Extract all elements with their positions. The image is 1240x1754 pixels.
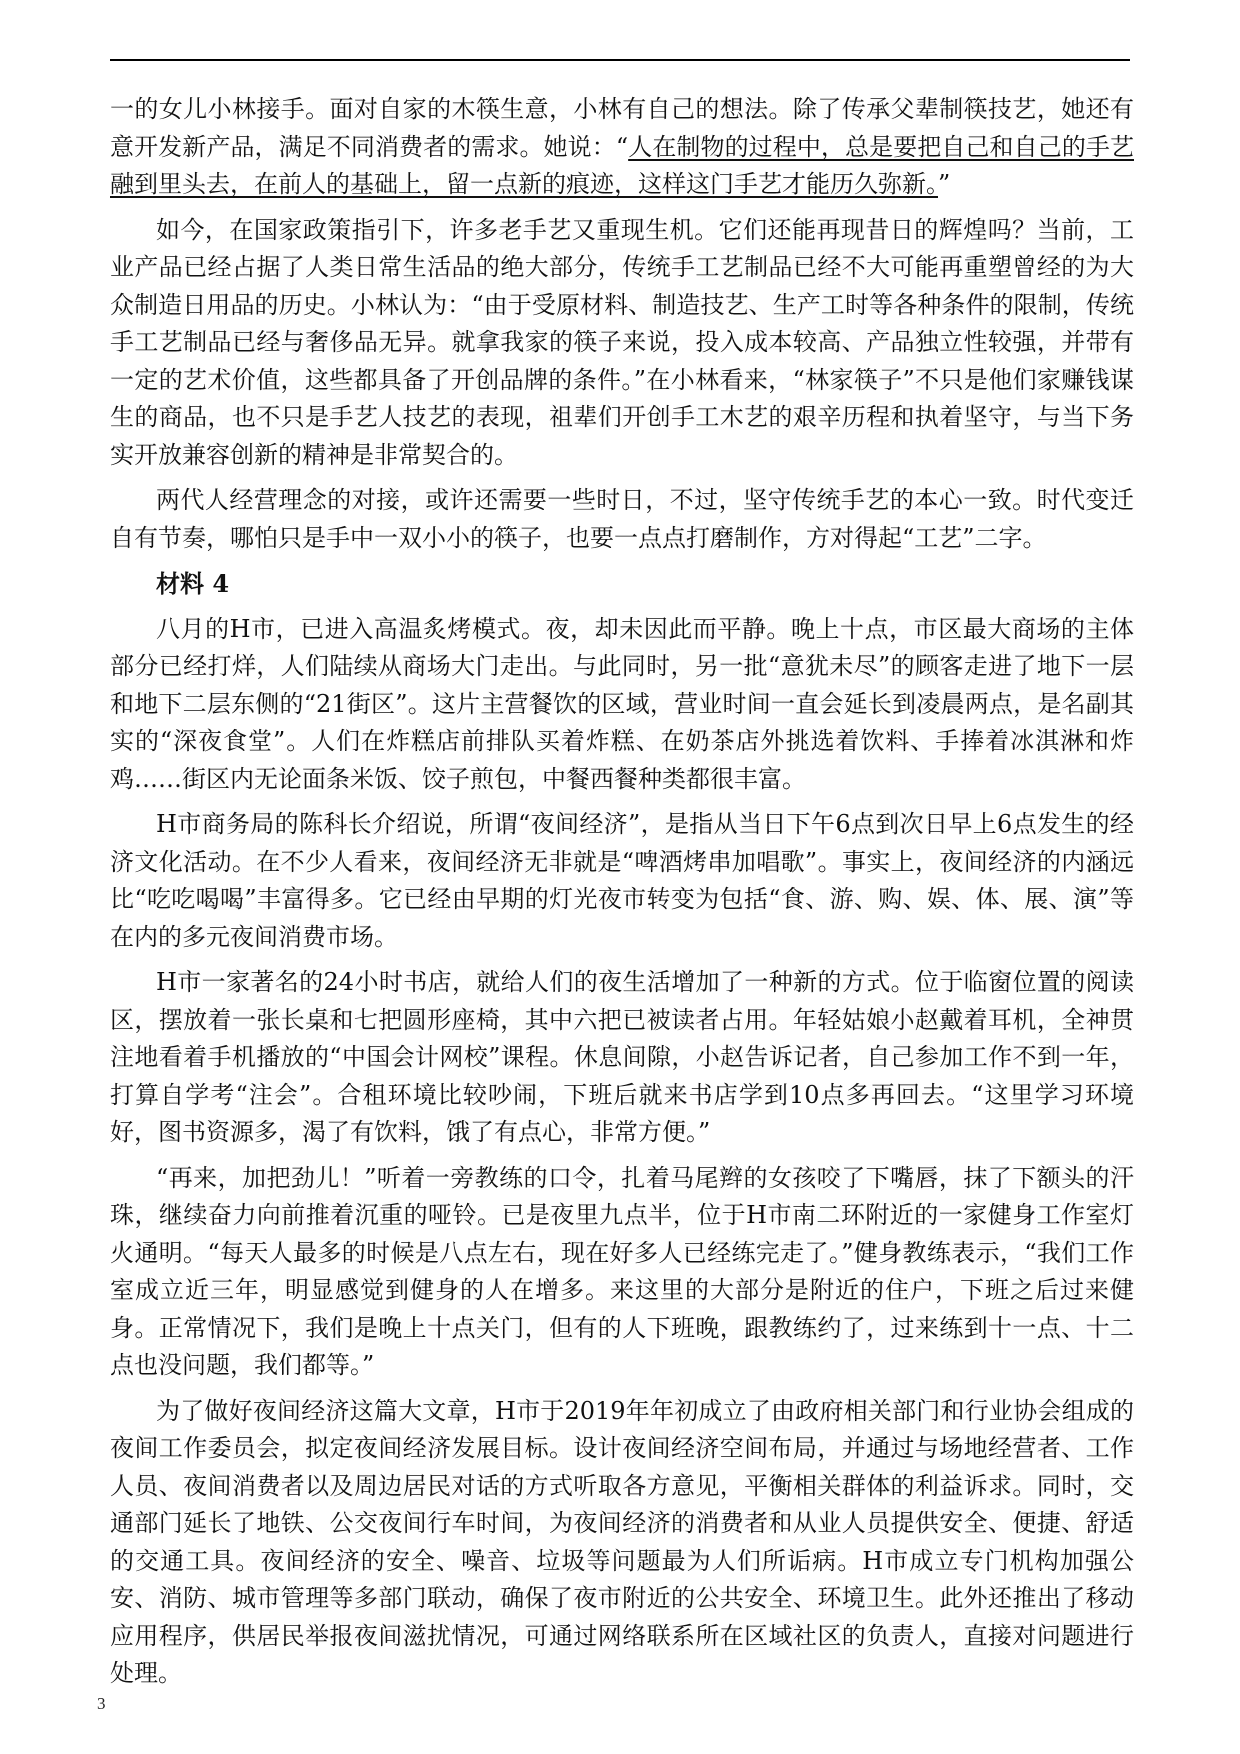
document-body [110, 91, 1134, 1701]
paragraph: 为了做好夜间经济这篇大文章，H市于2019年年初成立了由政府相关部门和行业协会组成的夜间工作委员会，拟定夜间经济发展目标。设计夜间经济空间布局，并通过与场地经营者、工作人员、夜间消费者以及周边居民对话的方式听取各方意见，平衡相关群体的利益诉求。同时，交通部门延长了地铁、公交夜间行车时间，为夜间经济的消费者和从业人员提供安全、便捷、舒适的交通工具。夜间经济的安全、噪音、垃圾等问题最为人们所诟病。H市成立专门机构加强公安、消防、城市管理等多部门联动，确保了夜市附近的公共安全、环境卫生。此外还推出了移动应用程序，供居民举报夜间滋扰情况，可通过网络联系所在区域社区的负责人，直接对问题进行处理。 [110, 1396, 1134, 1687]
paragraph: “再来，加把劲儿！”听着一旁教练的口令，扎着马尾辫的女孩咬了下嘴唇，抹了下额头的汗珠，继续奋力向前推着沉重的哑铃。已是夜里九点半，位于H市南二环附近的一家健身工作室灯火通明。“每天人最多的时候是八点左右，现在好多人已经练完走了。”健身教练表示，“我们工作室成立近三年，明显感觉到健身的人在增多。来这里的大部分是附近的住户，下班之后过来健身。正常情况下，我们是晚上十点关门，但有的人下班晚，跟教练约了，过来练到十一点、十二点也没问题，我们都等。” [110, 1163, 1134, 1379]
section-heading: 材料 4 [156, 569, 230, 598]
paragraph-continued [110, 91, 1134, 204]
page-number: 3 [97, 1694, 106, 1713]
paragraph: 两代人经营理念的对接，或许还需要一些时日，不过，坚守传统手艺的本心一致。时代变迁自有节奏，哪怕只是手中一双小小的筷子，也要一点点打磨制作，方对得起“工艺”二字。 [110, 486, 1134, 552]
paragraph: 八月的H市，已进入高温炙烤模式。夜，却未因此而平静。晚上十点，市区最大商场的主体部分已经打烊，人们陆续从商场大门走出。与此同时，另一批“意犹未尽”的顾客走进了地下一层和地下二层东侧的“21街区”。这片主营餐饮的区域，营业时间一直会延长到凌晨两点，是名副其实的“深夜食堂”。人们在炸糕店前排队买着炸糕、在奶茶店外挑选着饮料、手捧着冰淇淋和炸鸡……街区内无论面条米饭、饺子煎包，中餐西餐种类都很丰富。 [110, 614, 1134, 793]
paragraph: H市一家著名的24小时书店，就给人们的夜生活增加了一种新的方式。位于临窗位置的阅读区，摆放着一张长桌和七把圆形座椅，其中六把已被读者占用。年轻姑娘小赵戴着耳机，全神贯注地看着手机播放的“中国会计网校”课程。休息间隙，小赵告诉记者，自己参加工作不到一年，打算自学考“注会”。合租环境比较吵闹，下班后就来书店学到10点多再回去。“这里学习环境好，图书资源多，渴了有饮料，饿了有点心，非常方便。” [110, 968, 1134, 1146]
paragraph-text: 一的女儿小林接手。面对自家的木筷生意，小林有自己的想法。除了传承父辈制筷技艺，她还有意开发新产品，满足不同消费者的需求。她说：“ [110, 95, 1134, 161]
header-rule [110, 59, 1130, 61]
paragraph: H市商务局的陈科长介绍说，所谓“夜间经济”，是指从当日下午6点到次日早上6点发生的经济文化活动。在不少人看来，夜间经济无非就是“啤酒烤串加唱歌”。事实上，夜间经济的内涵远比“吃吃喝喝”丰富得多。它已经由早期的灯光夜市转变为包括“食、游、购、娱、体、展、演”等在内的多元夜间消费市场。 [110, 810, 1134, 951]
quote-close: ” [938, 170, 951, 198]
paragraph: 如今，在国家政策指引下，许多老手艺又重现生机。它们还能再现昔日的辉煌吗？当前，工业产品已经占据了人类日常生活品的绝大部分，传统手工艺制品已经不大可能再重塑曾经的为大众制造日用品的历史。小林认为：“由于受原材料、制造技艺、生产工时等各种条件的限制，传统手工艺制品已经与奢侈品无异。就拿我家的筷子来说，投入成本较高、产品独立性较强，并带有一定的艺术价值，这些都具备了开创品牌的条件。”在小林看来，“林家筷子”不只是他们家赚钱谋生的商品，也不只是手艺人技艺的表现，祖辈们开创手工木艺的艰辛历程和执着坚守，与当下务实开放兼容创新的精神是非常契合的。 [110, 215, 1134, 469]
underlined-quote: 人在制物的过程中，总是要把自己和自己的手艺融到里头去，在前人的基础上，留一点新的痕迹，这样这门手艺才能历久弥新。 [110, 132, 1134, 198]
